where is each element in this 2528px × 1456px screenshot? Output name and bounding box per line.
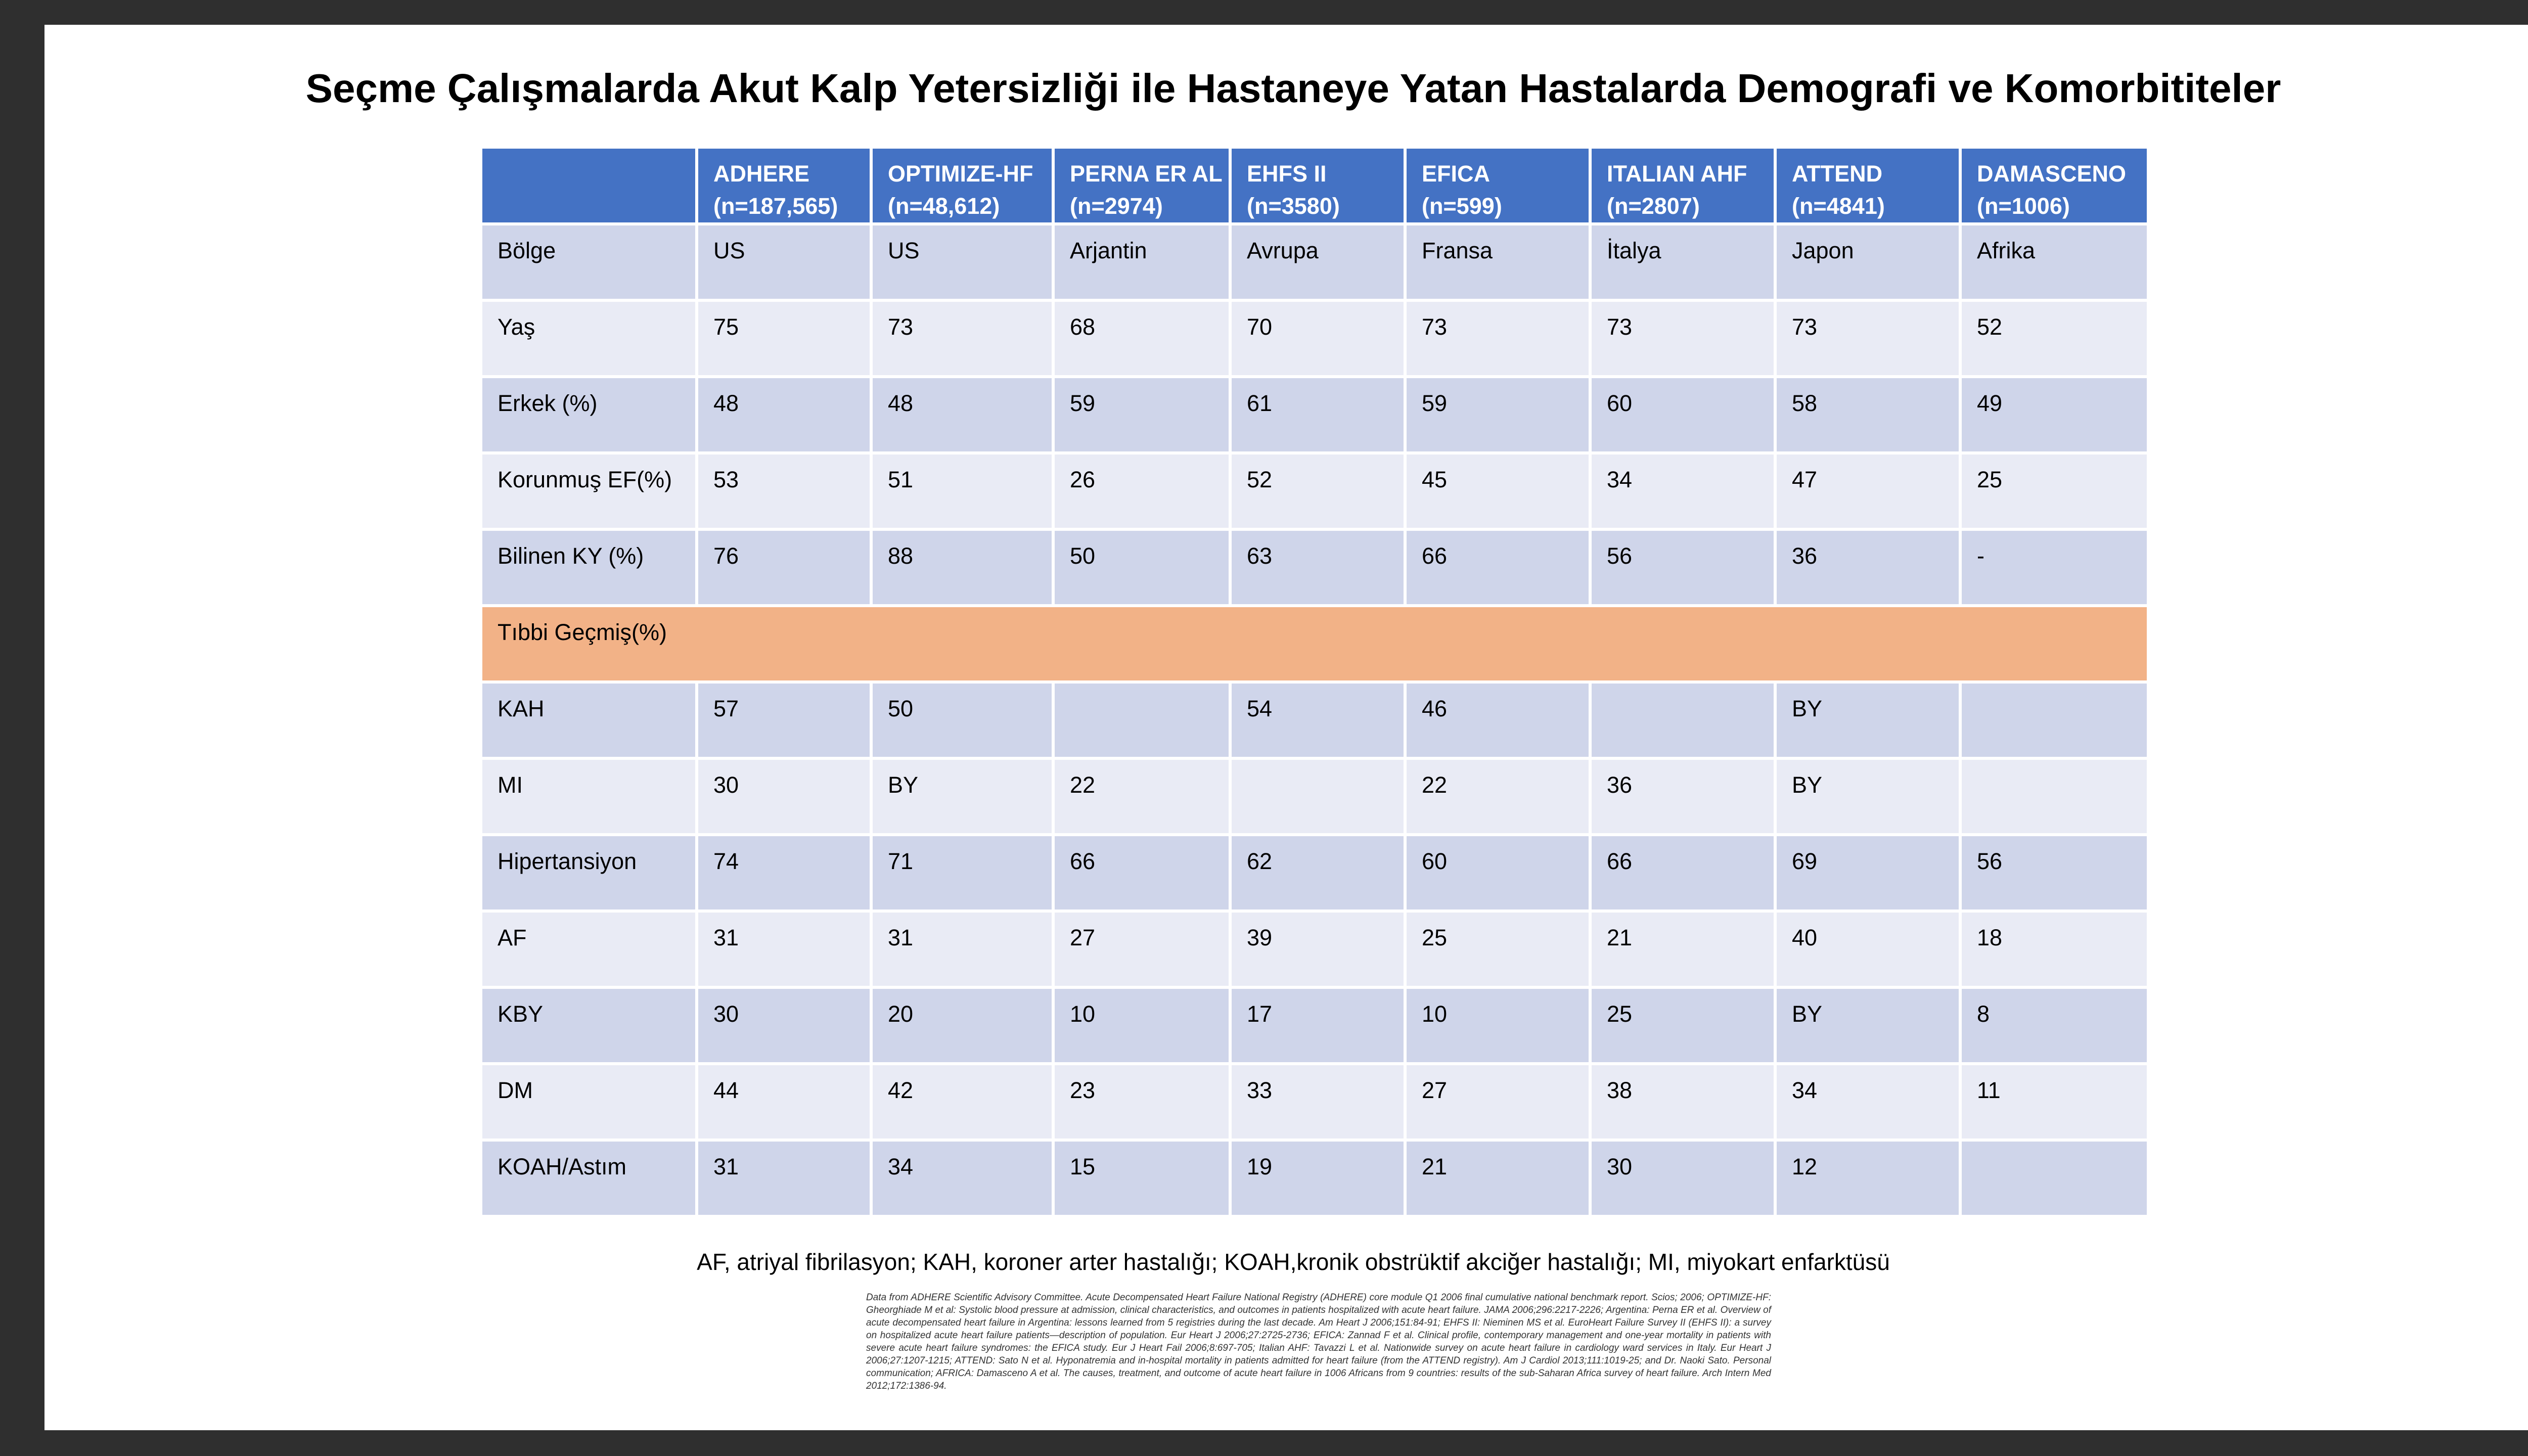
table-cell: 50 (1055, 531, 1232, 607)
table-cell: 47 (1777, 454, 1962, 531)
column-header-n: (n=48,612) (888, 193, 1000, 219)
table-cell: US (698, 225, 873, 302)
slide-title: Seçme Çalışmalarda Akut Kalp Yetersizliği ile Hastaneye Yatan Hastalarda Demografi ve Komorbititeler (305, 66, 2281, 111)
table-cell: 34 (1592, 454, 1777, 531)
column-header (1592, 149, 1777, 225)
table-cell: 18 (1962, 913, 2150, 989)
table-cell: US (873, 225, 1055, 302)
table-cell: 30 (698, 989, 873, 1065)
row-label: AF (482, 913, 698, 989)
table-cell: 66 (1592, 836, 1777, 913)
table-cell: 25 (1962, 454, 2150, 531)
table-cell: 58 (1777, 378, 1962, 454)
row-label: Korunmuş EF(%) (482, 454, 698, 531)
column-header-name: ADHERE (713, 161, 810, 187)
table-cell: 75 (698, 302, 873, 378)
table-cell: 26 (1055, 454, 1232, 531)
slide (44, 25, 2528, 1430)
table-cell: 34 (873, 1142, 1055, 1218)
table-cell: 12 (1777, 1142, 1962, 1218)
table-cell: 61 (1232, 378, 1407, 454)
table-cell: - (1962, 531, 2150, 607)
column-header (1055, 149, 1232, 225)
table-cell: 42 (873, 1065, 1055, 1142)
table-cell: 10 (1407, 989, 1592, 1065)
table-cell: 52 (1962, 302, 2150, 378)
table-cell: 66 (1055, 836, 1232, 913)
table-cell (1962, 760, 2150, 836)
table-cell: 69 (1777, 836, 1962, 913)
references-text: Data from ADHERE Scientific Advisory Committee. Acute Decompensated Heart Failure National Registry (ADHERE) core module Q1 2006 final cumulative national benchmark report. Scios; 2006; OPTIMIZE-HF: Gheorghiade M et al: Systolic blood pressure at admission, clinical characteristics, and outcomes in patients hospitalized with acute heart failure. JAMA 2006;296:2217-2226; Argentina: Perna ER et al. Overview of acute decompensated heart failure in Argentina: lessons learned from 5 registries during the last decade. Am Heart J 2006;151:84-91; EHFS II: Nieminen MS et al. EuroHeart Failure Survey II (EHFS II): a survey on hospitalized acute heart failure patients—description of population. Eur Heart J 2006;27:2725-2736; EFICA: Zannad F et al. Clinical profile, contemporary management and one-year mortality in patients with severe acute heart failure syndromes: the EFICA study. Eur J Heart Fail 2006;8:697-705; Italian AHF: Tavazzi L et al. Nationwide survey on acute heart failure in cardiology ward services in Italy. Eur Heart J 2006;27:1207-1215; ATTEND: Sato N et al. Hyponatremia and in-hospital mortality in patients admitted for heart failure (from the ATTEND registry). Am J Cardiol 2013;111:1019-25; and Dr. Naoki Sato. Personal communication; AFRICA: Damasceno A et al. The causes, treatment, and outcome of acute heart failure in 1006 Africans from 9 countries: results of the sub-Saharan Africa survey of heart failure. Arch Intern Med 2012;172:1386-94. (866, 1292, 1771, 1391)
table-cell: 59 (1055, 378, 1232, 454)
column-header (873, 149, 1055, 225)
table-cell: Afrika (1962, 225, 2150, 302)
table-cell: 11 (1962, 1065, 2150, 1142)
table-cell: BY (1777, 989, 1962, 1065)
column-header-n: (n=187,565) (713, 193, 838, 219)
table-cell: 10 (1055, 989, 1232, 1065)
table-cell: 48 (698, 378, 873, 454)
table-cell: 73 (1592, 302, 1777, 378)
table-cell: 34 (1777, 1065, 1962, 1142)
table-cell: 22 (1055, 760, 1232, 836)
table-cell: 52 (1232, 454, 1407, 531)
abbreviation-legend: AF, atriyal fibrilasyon; KAH, koroner arter hastalığı; KOAH,kronik obstrüktif akciğer hastalığı; MI, miyokart enfarktüsü (697, 1249, 1890, 1275)
table-cell: 22 (1407, 760, 1592, 836)
row-label: Bilinen KY (%) (482, 531, 698, 607)
table-cell: 57 (698, 684, 873, 760)
table-cell: Japon (1777, 225, 1962, 302)
column-header-n: (n=2807) (1607, 193, 1700, 219)
table-cell (1962, 1142, 2150, 1218)
column-header (482, 149, 698, 225)
column-header-name: DAMASCENO (1977, 161, 2127, 187)
table-cell: 17 (1232, 989, 1407, 1065)
table-cell: 25 (1592, 989, 1777, 1065)
table-cell: 68 (1055, 302, 1232, 378)
table-row (482, 989, 2150, 1065)
table-cell: BY (1777, 684, 1962, 760)
table-row (482, 760, 2150, 836)
column-header-n: (n=4841) (1792, 193, 1885, 219)
table-cell: 56 (1962, 836, 2150, 913)
table-cell: 56 (1592, 531, 1777, 607)
row-label: MI (482, 760, 698, 836)
table-cell (1592, 684, 1777, 760)
table-row (482, 302, 2150, 378)
table-cell: 46 (1407, 684, 1592, 760)
column-header-n: (n=2974) (1070, 193, 1163, 219)
table-cell: 88 (873, 531, 1055, 607)
table-cell (1962, 684, 2150, 760)
column-header (1962, 149, 2150, 225)
row-label: DM (482, 1065, 698, 1142)
section-label: Tıbbi Geçmiş(%) (482, 607, 2150, 684)
table-cell: 66 (1407, 531, 1592, 607)
table-row (482, 454, 2150, 531)
table-body (482, 225, 2150, 1218)
table-row (482, 836, 2150, 913)
table-row (482, 378, 2150, 454)
table-cell: 21 (1407, 1142, 1592, 1218)
table-cell: 19 (1232, 1142, 1407, 1218)
table-cell: 31 (698, 913, 873, 989)
column-header-name: PERNA ER AL (1070, 161, 1223, 187)
table-cell: 27 (1407, 1065, 1592, 1142)
table-cell: 31 (698, 1142, 873, 1218)
column-header-name: EFICA (1422, 161, 1490, 187)
table-cell: BY (1777, 760, 1962, 836)
table-cell: 30 (698, 760, 873, 836)
table-row (482, 1065, 2150, 1142)
table-cell: 73 (1407, 302, 1592, 378)
table-cell: 76 (698, 531, 873, 607)
table-row (482, 531, 2150, 607)
table-cell (1055, 684, 1232, 760)
table-cell: Avrupa (1232, 225, 1407, 302)
table-row (482, 225, 2150, 302)
table-cell: 40 (1777, 913, 1962, 989)
column-header-name: ATTEND (1792, 161, 1883, 187)
table-cell: 51 (873, 454, 1055, 531)
table-cell: 60 (1407, 836, 1592, 913)
table-cell: 39 (1232, 913, 1407, 989)
column-header-name: ITALIAN AHF (1607, 161, 1747, 187)
table-cell (1232, 760, 1407, 836)
table-cell: 53 (698, 454, 873, 531)
table-cell: 45 (1407, 454, 1592, 531)
table-row (482, 913, 2150, 989)
table-cell: 48 (873, 378, 1055, 454)
table-cell: 8 (1962, 989, 2150, 1065)
column-header-n: (n=1006) (1977, 193, 2070, 219)
column-header (698, 149, 873, 225)
header-row (482, 149, 2150, 225)
table-cell: 21 (1592, 913, 1777, 989)
comorbidity-table (482, 149, 2150, 1218)
table-cell: 23 (1055, 1065, 1232, 1142)
table-cell: 70 (1232, 302, 1407, 378)
column-header (1232, 149, 1407, 225)
column-header-name: EHFS II (1247, 161, 1327, 187)
table-cell: 62 (1232, 836, 1407, 913)
table-cell: 74 (698, 836, 873, 913)
table-cell: 50 (873, 684, 1055, 760)
table-cell: Arjantin (1055, 225, 1232, 302)
table-cell: 36 (1777, 531, 1962, 607)
column-header-n: (n=599) (1422, 193, 1502, 219)
row-label: Hipertansiyon (482, 836, 698, 913)
table-cell: 44 (698, 1065, 873, 1142)
table-cell: İtalya (1592, 225, 1777, 302)
table-cell: 31 (873, 913, 1055, 989)
row-label: KBY (482, 989, 698, 1065)
column-header-n: (n=3580) (1247, 193, 1340, 219)
table-cell: 15 (1055, 1142, 1232, 1218)
table-cell: 27 (1055, 913, 1232, 989)
table-cell: 36 (1592, 760, 1777, 836)
table-cell: 54 (1232, 684, 1407, 760)
table-cell: 30 (1592, 1142, 1777, 1218)
table-cell: BY (873, 760, 1055, 836)
table-cell: 49 (1962, 378, 2150, 454)
column-header (1777, 149, 1962, 225)
table-cell: 20 (873, 989, 1055, 1065)
table-cell: 60 (1592, 378, 1777, 454)
row-label: Erkek (%) (482, 378, 698, 454)
table-cell: 33 (1232, 1065, 1407, 1142)
row-label: KAH (482, 684, 698, 760)
table-row (482, 684, 2150, 760)
table-cell: 73 (1777, 302, 1962, 378)
table-cell: 63 (1232, 531, 1407, 607)
table-row (482, 1142, 2150, 1218)
row-label: KOAH/Astım (482, 1142, 698, 1218)
column-header (1407, 149, 1592, 225)
section-row (482, 607, 2150, 684)
table-cell: 73 (873, 302, 1055, 378)
table-cell: 59 (1407, 378, 1592, 454)
table-cell: 25 (1407, 913, 1592, 989)
row-label: Bölge (482, 225, 698, 302)
table-cell: 38 (1592, 1065, 1777, 1142)
table-cell: Fransa (1407, 225, 1592, 302)
table-cell: 71 (873, 836, 1055, 913)
column-header-name: OPTIMIZE-HF (888, 161, 1033, 187)
row-label: Yaş (482, 302, 698, 378)
